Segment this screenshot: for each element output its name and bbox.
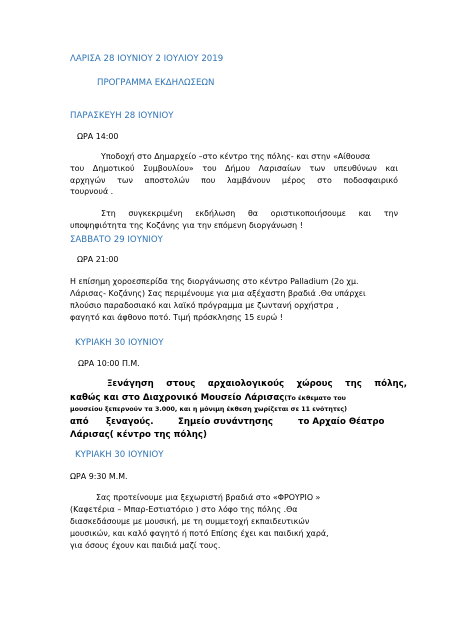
- sunday-morning-bold-line1: Ξενάγηση στους αρχαιολογικούς χώρους της πόλης,: [107, 379, 407, 389]
- sunday-evening-text-line2: (Καφετέρια – Μπαρ-Εστιατόριο ) στο λόφο της πόλης .Θα: [70, 505, 298, 514]
- sunday-evening-time: ΩΡΑ 9:30 Μ.Μ.: [70, 472, 128, 481]
- museum-text: καθώς και στο Διαχρονικό Μουσείο Λάρισας: [70, 393, 285, 403]
- saturday-text-line2: Λάρισας- Κοζάνης) Σας περιμένουμε για μια αξέχαστη βραδιά .Θα υπάρχει: [70, 289, 366, 298]
- from-word: από: [70, 417, 89, 427]
- event-dates-heading: ΛΑΡΙΣΑ 28 ΙΟΥΝΙΟΥ 2 ΙΟΥΛΙΟΥ 2019: [70, 54, 224, 64]
- program-heading: ΠΡΟΓΡΑΜΜΑ ΕΚΔΗΛΩΣΕΩΝ: [97, 78, 215, 88]
- guides-word: ξεναγούς.: [106, 417, 154, 427]
- museum-note-start: (Το έκθεματο του: [284, 395, 346, 402]
- saturday-text-line4: φαγητό και άφθονο ποτό. Τιμή πρόσκλησης 15 ευρώ !: [70, 313, 283, 322]
- saturday-time: ΩΡΑ 21:00: [77, 255, 119, 264]
- sunday-morning-time: ΩΡΑ 10:00 Π.Μ.: [78, 359, 140, 368]
- sunday-morning-day-heading: ΚΥΡΙΑΚΗ 30 ΙΟΥΝΙΟΥ: [75, 338, 164, 348]
- ancient-theatre-text: το Αρχαίο Θέατρο: [298, 417, 385, 427]
- sunday-morning-bold-line2: [70, 392, 346, 405]
- sunday-morning-bold-line5: Λάρισας( κέντρο της πόλης): [70, 430, 207, 440]
- friday-para1-line2: του Δημοτικού Συμβουλίου» του Δήμου Λαρισαίων των υπευθύνων και: [70, 164, 398, 173]
- sunday-evening-text-line5: για όσους έχουν και παιδιά μαζί τους.: [70, 541, 221, 550]
- friday-para2-line2: υποψηφιότητα της Κοζάνης για την επόμενη διοργάνωση !: [70, 221, 303, 230]
- friday-para2-line1: Στη συγκεκριμένη εκδήλωση θα οριστικοποιήσουμε και την: [101, 209, 398, 218]
- saturday-day-heading: ΣΑΒΒΑΤΟ 29 ΙΟΥΝΙΟΥ: [70, 235, 163, 245]
- museum-note-line: μουσείου ξεπερνούν τα 3.000, και η μόνιμη έκθεση χωρίζεται σε 11 ενότητες): [70, 406, 347, 413]
- saturday-text-line1: Η επίσημη χοροεσπερίδα της διοργάνωσης στο κέντρο Palladium (2ο χμ.: [70, 277, 359, 286]
- meeting-point-label: Σημείο συνάντησης: [178, 417, 273, 427]
- sunday-evening-text-line3: διασκεδάσουμε με μουσική, με τη συμμετοχή εκπαιδευτικών: [70, 517, 310, 526]
- friday-time: ΩΡΑ 14:00: [77, 132, 119, 141]
- friday-day-heading: ΠΑΡΑΣΚΕΥΗ 28 ΙΟΥΝΙΟΥ: [70, 111, 174, 121]
- sunday-evening-text-line1: Σας προτείνουμε μια ξεχωριστή βραδιά στο «ΦΡΟΥΡΙΟ »: [96, 493, 321, 502]
- sunday-evening-day-heading: ΚΥΡΙΑΚΗ 30 ΙΟΥΝΙΟΥ: [75, 450, 164, 460]
- saturday-text-line3: πλούσιο παραδοσιακό και λαϊκό πρόγραμμα με ζωντανή ορχήστρα ,: [70, 301, 339, 310]
- friday-para1-line3: αρχηγών των αποστολών που λαμβάνουν μέρος στο ποδοσφαιρικό: [70, 176, 398, 185]
- friday-para1-line4: τουρνουά .: [70, 187, 114, 196]
- sunday-evening-text-line4: μουσικών, και καλό φαγητό ή ποτό Επίσης έχει και παιδική χαρά,: [70, 529, 329, 538]
- friday-para1-line1: Υποδοχή στο Δημαρχείο –στο κέντρο της πόλης- και στην «Αίθουσα: [101, 152, 371, 161]
